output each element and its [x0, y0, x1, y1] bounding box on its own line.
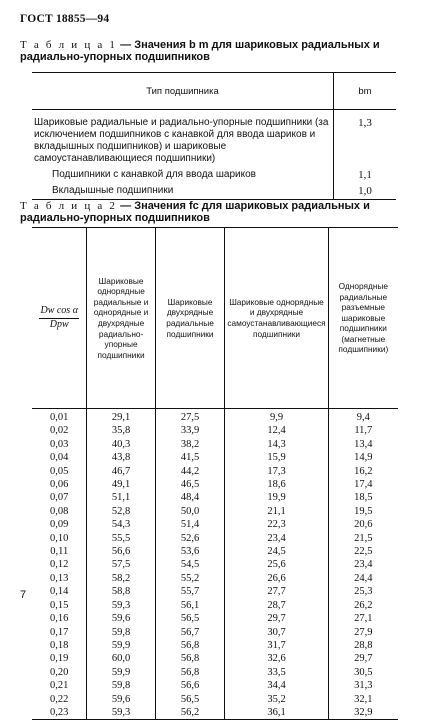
fc-value-cell: 32,1 — [328, 693, 398, 706]
table2-header-col4: Однорядные радиальные разъемные шариковые подшипники (магнетные подшипники) — [328, 228, 398, 409]
fc-value-cell: 27,9 — [328, 626, 398, 639]
ratio-cell: 0,06 — [50, 479, 69, 491]
ratio-denominator: Dpw — [49, 318, 69, 330]
fc-value-cell: 56,6 — [155, 679, 225, 692]
fc-value-cell: 60,0 — [87, 652, 155, 665]
fc-value-cell: 59,8 — [87, 626, 155, 639]
fc-value-cell: 59,3 — [87, 599, 155, 612]
table2-caption — [20, 201, 410, 224]
ratio-cell: 0,10 — [50, 532, 69, 544]
fc-value-cell: 58,2 — [87, 572, 155, 585]
ratio-cell: 0,17 — [50, 626, 69, 638]
fc-value-cell: 56,8 — [155, 639, 225, 652]
fc-value-cell: 59,8 — [87, 679, 155, 692]
table-row — [32, 545, 398, 558]
table-row — [32, 465, 398, 478]
table-row — [32, 505, 398, 518]
ratio-fraction — [39, 306, 78, 330]
fc-value-cell: 22,5 — [328, 545, 398, 558]
table-row — [32, 666, 398, 679]
fc-value-cell: 22,3 — [225, 518, 328, 531]
fc-value-cell: 31,7 — [225, 639, 328, 652]
fc-value-cell: 33,9 — [155, 424, 225, 437]
fc-value-cell: 57,5 — [87, 558, 155, 571]
fc-value-cell: 44,2 — [155, 465, 225, 478]
ratio-cell: 0,05 — [50, 465, 69, 477]
ratio-cell: 0,04 — [50, 452, 69, 464]
fc-value-cell: 59,9 — [87, 639, 155, 652]
fc-value-cell: 59,3 — [87, 706, 155, 720]
table-row — [32, 639, 398, 652]
table-row — [32, 558, 398, 571]
fc-value-cell: 25,6 — [225, 558, 328, 571]
table1-value-cell: 1,3 — [358, 117, 372, 129]
fc-value-cell: 23,4 — [328, 558, 398, 571]
table-row — [32, 181, 396, 200]
fc-value-cell: 50,0 — [155, 505, 225, 518]
fc-value-cell: 16,2 — [328, 465, 398, 478]
table-row — [32, 626, 398, 639]
fc-value-cell: 53,6 — [155, 545, 225, 558]
fc-value-cell: 36,1 — [225, 706, 328, 720]
table1-type-cell: Шариковые радиальные и радиально-упорные подшипники (за исключением подшипников с канавкой для ввода шариков и вкладышных подшипников) и шариковые самоустанавливающиеся подшипники) — [32, 110, 334, 166]
fc-value-cell: 21,1 — [225, 505, 328, 518]
table1-caption — [20, 40, 410, 63]
fc-value-cell: 11,7 — [328, 424, 398, 437]
fc-value-cell: 51,1 — [87, 491, 155, 504]
page-number: 7 — [20, 589, 27, 601]
fc-value-cell: 26,6 — [225, 572, 328, 585]
fc-value-cell: 58,8 — [87, 585, 155, 598]
fc-value-cell: 33,5 — [225, 666, 328, 679]
fc-value-cell: 52,8 — [87, 505, 155, 518]
table-row — [32, 612, 398, 625]
table-row — [32, 693, 398, 706]
ratio-cell: 0,08 — [50, 505, 69, 517]
table-row — [32, 532, 398, 545]
fc-value-cell: 46,7 — [87, 465, 155, 478]
ratio-cell: 0,15 — [50, 599, 69, 611]
fc-value-cell: 56,6 — [87, 545, 155, 558]
table2-title: — Значения fc для шариковых радиальных и радиально-упорных подшипников — [20, 200, 370, 224]
fc-value-cell: 49,1 — [87, 478, 155, 491]
fc-value-cell: 26,2 — [328, 599, 398, 612]
fc-value-cell: 25,3 — [328, 585, 398, 598]
fc-value-cell: 55,5 — [87, 532, 155, 545]
table-row — [32, 491, 398, 504]
fc-value-cell: 30,5 — [328, 666, 398, 679]
fc-value-cell: 24,5 — [225, 545, 328, 558]
fc-value-cell: 59,9 — [87, 666, 155, 679]
fc-value-cell: 59,6 — [87, 693, 155, 706]
fc-value-cell: 40,3 — [87, 438, 155, 451]
fc-value-cell: 56,7 — [155, 626, 225, 639]
fc-value-cell: 59,6 — [87, 612, 155, 625]
table1-header-type: Тип подшипника — [32, 73, 334, 110]
table-row — [32, 409, 398, 425]
fc-value-cell: 27,5 — [155, 409, 225, 425]
table-row — [32, 424, 398, 437]
table-row — [32, 652, 398, 665]
table-row — [32, 572, 398, 585]
table-row — [32, 706, 398, 720]
fc-value-cell: 28,7 — [225, 599, 328, 612]
table1-header-bm: bm — [334, 73, 397, 110]
fc-value-cell: 20,6 — [328, 518, 398, 531]
table-row — [32, 679, 398, 692]
fc-value-cell: 55,7 — [155, 585, 225, 598]
table-row — [32, 518, 398, 531]
fc-value-cell: 24,4 — [328, 572, 398, 585]
table1-value-cell: 1,1 — [358, 169, 372, 181]
table1-type-cell: Подшипники с канавкой для ввода шариков — [32, 165, 334, 181]
ratio-cell: 0,11 — [50, 546, 69, 558]
fc-value-cell: 35,2 — [225, 693, 328, 706]
fc-value-cell: 56,5 — [155, 612, 225, 625]
table2-header-col1: Шариковые однорядные радиальные и однорядные и двухрядные радиально-упорные подшипники — [87, 228, 155, 409]
fc-value-cell: 21,5 — [328, 532, 398, 545]
table-row — [32, 599, 398, 612]
table2-header-col3: Шариковые однорядные и двухрядные самоустанавливающиеся подшипники — [225, 228, 328, 409]
ratio-cell: 0,16 — [50, 613, 69, 625]
table-row — [32, 110, 396, 166]
fc-value-cell: 56,8 — [155, 652, 225, 665]
ratio-cell: 0,12 — [50, 559, 69, 571]
fc-value-cell: 32,9 — [328, 706, 398, 720]
table-row — [32, 585, 398, 598]
fc-value-cell: 56,2 — [155, 706, 225, 720]
ratio-numerator: Dw cos α — [39, 306, 78, 319]
fc-value-cell: 41,5 — [155, 451, 225, 464]
fc-value-cell: 12,4 — [225, 424, 328, 437]
fc-value-cell: 56,1 — [155, 599, 225, 612]
ratio-cell: 0,14 — [50, 586, 69, 598]
fc-value-cell: 38,2 — [155, 438, 225, 451]
fc-value-cell: 13,4 — [328, 438, 398, 451]
fc-value-cell: 52,6 — [155, 532, 225, 545]
fc-value-cell: 34,4 — [225, 679, 328, 692]
fc-value-cell: 55,2 — [155, 572, 225, 585]
table-row — [32, 165, 396, 181]
ratio-cell: 0,09 — [50, 519, 69, 531]
fc-value-cell: 56,8 — [155, 666, 225, 679]
table2-header-ratio — [32, 228, 87, 409]
fc-value-cell: 17,3 — [225, 465, 328, 478]
fc-value-cell: 43,8 — [87, 451, 155, 464]
fc-value-cell: 48,4 — [155, 491, 225, 504]
fc-value-cell: 30,7 — [225, 626, 328, 639]
ratio-cell: 0,07 — [50, 492, 69, 504]
fc-value-cell: 17,4 — [328, 478, 398, 491]
ratio-cell: 0,22 — [50, 693, 69, 705]
table-row — [32, 451, 398, 464]
fc-value-cell: 27,1 — [328, 612, 398, 625]
ratio-cell: 0,23 — [32, 706, 87, 720]
ratio-cell: 0,02 — [50, 425, 69, 437]
table1 — [32, 72, 396, 200]
document-code: ГОСТ 18855—94 — [20, 13, 110, 25]
fc-value-cell: 19,9 — [225, 491, 328, 504]
fc-value-cell: 54,5 — [155, 558, 225, 571]
fc-value-cell: 46,5 — [155, 478, 225, 491]
fc-value-cell: 15,9 — [225, 451, 328, 464]
ratio-cell: 0,20 — [50, 666, 69, 678]
table-row — [32, 478, 398, 491]
table2-label: Т а б л и ц а 2 — [20, 200, 118, 212]
fc-value-cell: 35,8 — [87, 424, 155, 437]
fc-value-cell: 18,5 — [328, 491, 398, 504]
ratio-cell: 0,18 — [50, 639, 69, 651]
ratio-cell: 0,01 — [50, 412, 69, 423]
table1-value-cell: 1,0 — [334, 181, 397, 200]
fc-value-cell: 31,3 — [328, 679, 398, 692]
fc-value-cell: 18,6 — [225, 478, 328, 491]
fc-value-cell: 14,3 — [225, 438, 328, 451]
ratio-cell: 0,13 — [50, 572, 69, 584]
fc-value-cell: 29,1 — [87, 409, 155, 425]
fc-value-cell: 29,7 — [225, 612, 328, 625]
ratio-cell: 0,19 — [50, 653, 69, 665]
fc-value-cell: 29,7 — [328, 652, 398, 665]
table1-label: Т а б л и ц а 1 — [20, 39, 118, 51]
fc-value-cell: 14,9 — [328, 451, 398, 464]
table1-title: — Значения b m для шариковых радиальных и радиально-упорных подшипников — [20, 39, 380, 63]
fc-value-cell: 32,6 — [225, 652, 328, 665]
fc-value-cell: 23,4 — [225, 532, 328, 545]
table2-header-col2: Шариковые двухрядные радиальные подшипники — [155, 228, 225, 409]
table1-type-cell: Вкладышные подшипники — [32, 181, 334, 200]
table2 — [32, 227, 398, 720]
fc-value-cell: 56,5 — [155, 693, 225, 706]
ratio-cell: 0,03 — [50, 438, 69, 450]
table-row — [32, 438, 398, 451]
fc-value-cell: 27,7 — [225, 585, 328, 598]
fc-value-cell: 51,4 — [155, 518, 225, 531]
fc-value-cell: 9,9 — [225, 409, 328, 425]
fc-value-cell: 28,8 — [328, 639, 398, 652]
ratio-cell: 0,21 — [50, 680, 69, 692]
fc-value-cell: 19,5 — [328, 505, 398, 518]
fc-value-cell: 9,4 — [328, 409, 398, 425]
fc-value-cell: 54,3 — [87, 518, 155, 531]
